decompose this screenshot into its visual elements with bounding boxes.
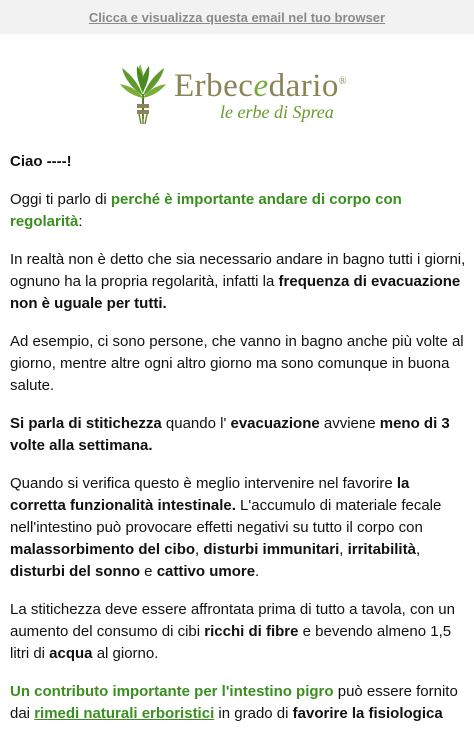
paragraph-example: Ad esempio, ci sono persone, che vanno in bagno anche più volte al giorno, mentre altre ogni altro giorno ma sono comunque in buona salute. <box>10 333 464 394</box>
paragraph-diet: La stitichezza deve essere affrontata prima di tutto a tavola, con un aumento del consumo di cibi ricchi di fibre e bevendo almeno 1,5 litri di acqua al giorno. <box>10 601 455 662</box>
paragraph-intro: Oggi ti parlo di perché è importante andare di corpo con regolarità: <box>10 191 402 230</box>
paragraph-constipation: Si parla di stitichezza quando l' evacuazione avviene meno di 3 volte alla settimana. <box>10 415 450 454</box>
remedies-link[interactable]: rimedi naturali erboristici <box>34 705 215 722</box>
paragraph-intervene: Quando si verifica questo è meglio intervenire nel favorire la corretta funzionalità intestinale. L'accumulo di materiale fecale nell'intestino può provocare effetti negativi su tutto il corpo con malassorbimento del cibo, disturbi immunitari, irritabilità, disturbi del sonno e cattivo umore. <box>10 475 442 580</box>
top-bar <box>0 0 474 34</box>
erbecedario-logo[interactable] <box>118 64 363 128</box>
email-body <box>10 151 468 741</box>
brand-tagline: le erbe di Sprea <box>220 102 334 122</box>
brand-name: Erbecedario® <box>174 68 348 104</box>
greeting: Ciao ----! <box>10 153 72 170</box>
paragraph-remedies: Un contributo importante per l'intestino pigro può essere fornito dai rimedi naturali erboristici in grado di favorire la fisiologica <box>10 683 458 722</box>
paragraph-regularity: In realtà non è detto che sia necessario andare in bagno tutti i giorni, ognuno ha la propria regolarità, infatti la frequenza di evacuazione non è uguale per tutti. <box>10 251 466 312</box>
herb-bundle-icon <box>118 64 168 124</box>
view-in-browser-link[interactable]: Clicca e visualizza questa email nel tuo browser <box>88 10 386 25</box>
